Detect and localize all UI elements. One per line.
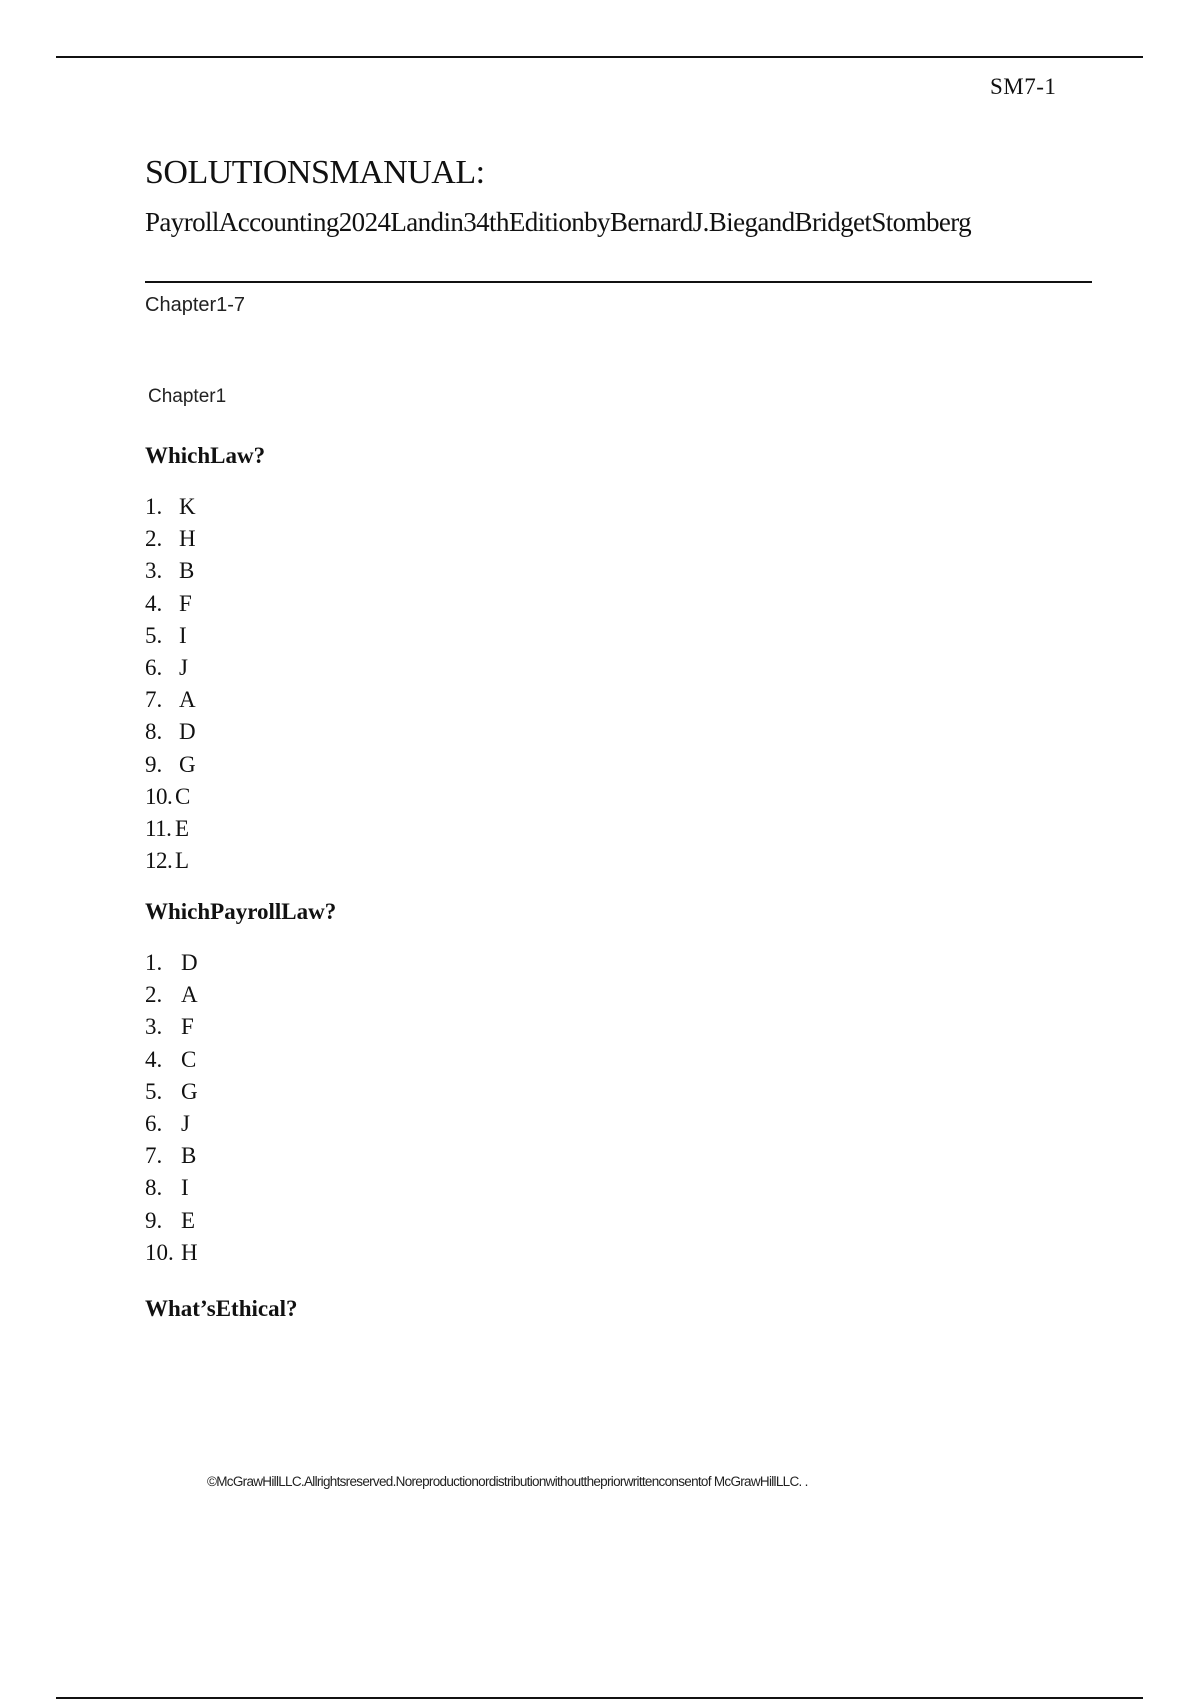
list-item xyxy=(145,1237,198,1269)
section-heading-which-payroll-law: WhichPayrollLaw? xyxy=(145,899,337,924)
item-number: 6. xyxy=(145,654,163,680)
item-answer: F xyxy=(179,590,192,616)
item-number: 7. xyxy=(145,687,163,713)
bottom-divider xyxy=(56,1697,1143,1699)
item-number: 7. xyxy=(145,1143,163,1169)
document-subtitle: PayrollAccounting2024Landin34thEditionbyBernardJ.BiegandBridgetStomberg xyxy=(145,207,972,237)
item-answer: L xyxy=(175,848,190,874)
list-item xyxy=(145,781,196,813)
top-divider xyxy=(56,56,1143,58)
item-number: 5. xyxy=(145,1078,163,1104)
item-number: 8. xyxy=(145,719,163,745)
item-answer: I xyxy=(181,1175,189,1201)
chapter-label: Chapter1 xyxy=(148,386,227,407)
list-item xyxy=(145,1172,198,1204)
item-answer: G xyxy=(181,1078,198,1104)
item-number: 8. xyxy=(145,1175,163,1201)
item-number: 9. xyxy=(145,751,163,777)
list-item xyxy=(145,979,198,1011)
list-item xyxy=(145,1140,198,1172)
section-heading-whats-ethical: What’sEthical? xyxy=(145,1296,298,1321)
list-item xyxy=(145,491,196,523)
item-answer: H xyxy=(179,526,196,552)
item-answer: C xyxy=(181,1046,197,1072)
document-title: SOLUTIONSMANUAL: xyxy=(145,154,485,191)
footer-copyright: ©McGrawHillLLC.Allrightsreserved.Noreproductionordistributionwithoutthepriorwrittenconsentof McGrawHillLLC. . xyxy=(207,1474,808,1489)
item-number: 3. xyxy=(145,558,163,584)
list-item xyxy=(145,652,196,684)
item-number: 10. xyxy=(145,783,173,809)
item-answer: H xyxy=(181,1239,198,1265)
list-item xyxy=(145,749,196,781)
page-number: SM7-1 xyxy=(990,74,1057,99)
item-number: 3. xyxy=(145,1014,163,1040)
item-number: 2. xyxy=(145,526,163,552)
item-number: 10. xyxy=(145,1239,174,1265)
list-item xyxy=(145,684,196,716)
list-item xyxy=(145,813,196,845)
item-answer: K xyxy=(179,494,196,519)
item-number: 1. xyxy=(145,950,163,975)
list-item xyxy=(145,947,198,979)
item-answer: B xyxy=(179,558,195,584)
item-answer: C xyxy=(175,783,191,809)
item-answer: A xyxy=(181,982,198,1008)
list-item xyxy=(145,1044,198,1076)
list-item xyxy=(145,1011,198,1043)
item-answer: E xyxy=(181,1207,196,1233)
item-answer: J xyxy=(179,654,188,680)
item-number: 11. xyxy=(145,815,172,841)
list-item xyxy=(145,845,196,877)
list-item xyxy=(145,523,196,555)
list-item xyxy=(145,1076,198,1108)
section-heading-which-law: WhichLaw? xyxy=(145,443,266,468)
list-item xyxy=(145,1205,198,1237)
title-divider xyxy=(145,281,1092,283)
list-item xyxy=(145,1108,198,1140)
item-answer: D xyxy=(181,950,198,975)
list-item xyxy=(145,588,196,620)
item-answer: F xyxy=(181,1014,194,1040)
chapter-range: Chapter1-7 xyxy=(145,294,246,316)
item-number: 6. xyxy=(145,1110,163,1136)
item-number: 4. xyxy=(145,1046,163,1072)
list-item xyxy=(145,620,196,652)
list-item xyxy=(145,716,196,748)
item-answer: D xyxy=(179,719,196,745)
item-number: 2. xyxy=(145,982,163,1008)
item-answer: E xyxy=(175,815,190,841)
item-number: 9. xyxy=(145,1207,163,1233)
item-number: 1. xyxy=(145,494,163,519)
answer-list-which-payroll-law xyxy=(145,947,198,1269)
item-number: 5. xyxy=(145,622,163,648)
item-answer: A xyxy=(179,687,196,713)
item-number: 4. xyxy=(145,590,163,616)
list-item xyxy=(145,555,196,587)
item-answer: B xyxy=(181,1143,197,1169)
item-answer: G xyxy=(179,751,196,777)
item-answer: I xyxy=(179,622,187,648)
item-answer: J xyxy=(181,1110,190,1136)
item-number: 12. xyxy=(145,848,173,874)
answer-list-which-law xyxy=(145,491,196,877)
